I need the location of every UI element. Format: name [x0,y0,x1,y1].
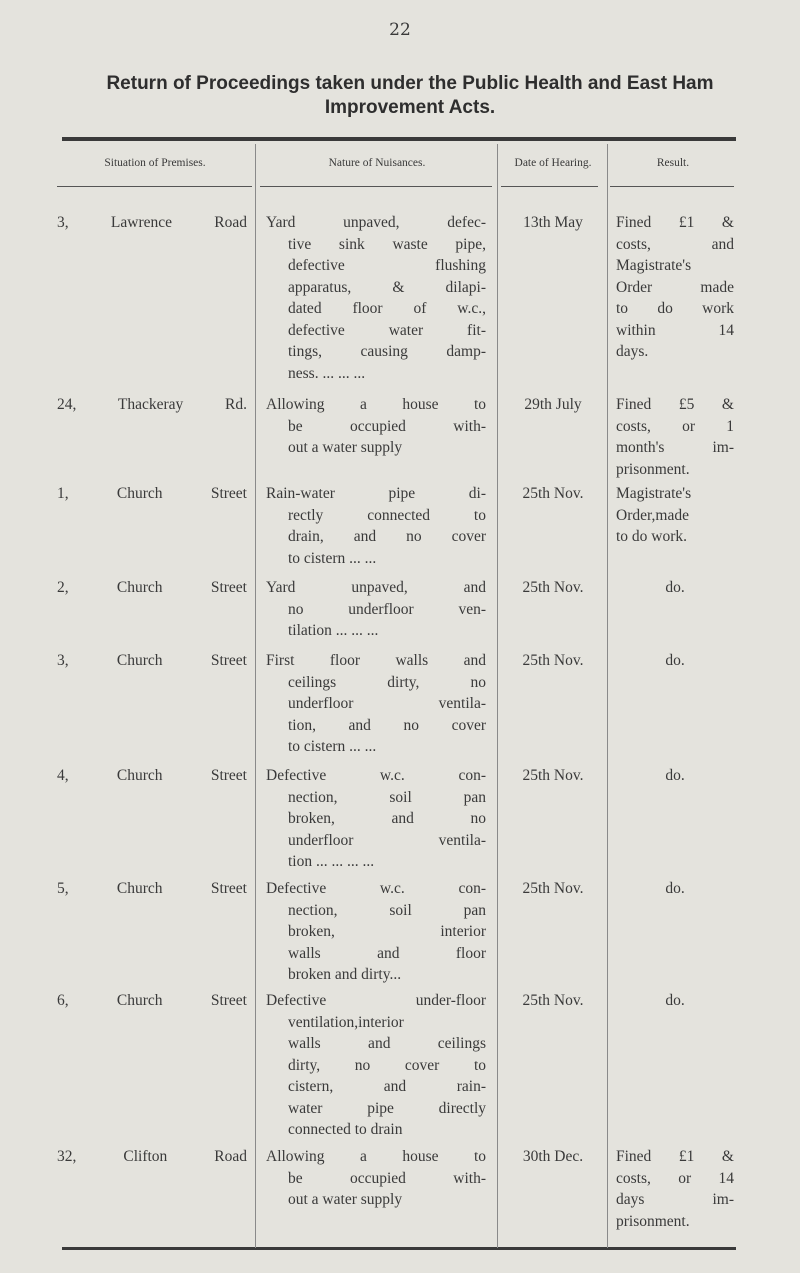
nature-line: nection, soil pan [288,901,486,919]
nature-cell [266,765,486,873]
nature-line: broken and dirty... [288,966,402,983]
result-line: prisonment. [616,460,690,478]
result-cell [612,765,734,787]
situation-cell [57,212,247,234]
date-text: 25th Nov. [522,992,584,1009]
result-line: month's im- [616,439,734,456]
nature-line: to cistern ... ... [288,549,377,567]
situation-text: 24, Thackeray Rd. [57,396,247,413]
nature-line: be occupied with- [288,417,486,435]
nature-line: underfloor ventila- [288,831,486,849]
nature-line: broken, and no [288,810,486,827]
column-divider [497,144,498,1248]
situation-text: 32, Clifton Road [57,1148,247,1165]
result-line: within 14 [616,321,734,339]
nature-line: ventilation,interior [288,1013,404,1031]
situation-cell [57,650,247,672]
situation-cell [57,765,247,787]
situation-text: 5, Church Street [57,880,247,897]
situation-text: 3, Lawrence Road [57,214,247,231]
nature-line: tilation ... ... ... [288,622,379,639]
situation-cell [57,990,247,1012]
nature-line: Yard unpaved, and [266,579,486,596]
result-cell [612,394,734,480]
result-line: prisonment. [616,1212,690,1230]
header-situation: Situation of Premises. [104,156,206,169]
result-cell [612,1146,734,1232]
result-line: Magistrate's [616,257,692,274]
result-cell [612,650,734,672]
date-cell [503,990,603,1012]
situation-cell [57,1146,247,1168]
date-text: 25th Nov. [522,652,584,669]
header-underline [260,186,492,187]
nature-line: ceilings dirty, no [288,673,486,691]
nature-line: underfloor ventila- [288,695,486,712]
column-divider [607,144,608,1248]
result-line: do. [665,880,685,897]
result-line: to do work [616,300,734,317]
nature-cell [266,1146,486,1211]
nature-cell [266,577,486,642]
date-text: 30th Dec. [522,1148,584,1165]
date-cell [503,577,603,599]
page-title: Return of Proceedings taken under the Public Health and East Ham Improvement Acts. [106,73,714,118]
nature-cell [266,990,486,1141]
date-cell [503,394,603,416]
nature-line: water pipe directly [288,1099,486,1117]
nature-line: tion ... ... ... ... [288,853,375,870]
situation-text: 2, Church Street [57,579,247,596]
nature-line: tings, causing damp- [288,343,486,360]
date-text: 25th Nov. [522,485,584,502]
result-line: costs, or 1 [616,417,734,435]
nature-line: to cistern ... ... [288,738,377,755]
result-line: Fined £5 & [616,396,734,413]
nature-line: broken, interior [288,923,486,940]
nature-line: Yard unpaved, defec- [266,214,486,231]
nature-cell [266,394,486,459]
situation-cell [57,394,247,416]
nature-line: rectly connected to [288,506,486,524]
result-line: days im- [616,1191,734,1208]
situation-text: 6, Church Street [57,992,247,1009]
column-divider [255,144,256,1248]
header-underline [501,186,598,187]
situation-cell [57,483,247,505]
nature-line: walls and ceilings [288,1035,486,1052]
nature-line: Rain-water pipe di- [266,485,486,502]
result-cell [612,212,734,363]
header-nature: Nature of Nuisances. [328,156,426,169]
nature-line: apparatus, & dilapi- [288,278,486,296]
page-number: 22 [389,20,411,40]
nature-line: First floor walls and [266,652,486,669]
nature-line: nection, soil pan [288,788,486,806]
nature-line: Defective w.c. con- [266,880,486,897]
nature-line: out a water supply [288,1191,403,1208]
nature-line: ness. ... ... ... [288,364,366,382]
date-cell [503,1146,603,1168]
result-line: Order made [616,278,734,296]
result-line: costs, and [616,235,734,253]
date-cell [503,212,603,234]
result-line: costs, or 14 [616,1169,734,1187]
nature-line: tive sink waste pipe, [288,235,486,253]
situation-text: 3, Church Street [57,652,247,669]
nature-line: defective water fit- [288,321,486,339]
date-text: 29th July [524,396,582,413]
nature-cell [266,650,486,758]
situation-cell [57,577,247,599]
date-text: 25th Nov. [522,880,584,897]
table-bottom-rule [62,1247,736,1250]
nature-line: Allowing a house to [266,1148,486,1165]
nature-line: tion, and no cover [288,716,486,734]
header-result: Result. [656,156,690,169]
date-text: 25th Nov. [522,767,584,784]
header-underline [57,186,252,187]
nature-line: out a water supply [288,439,403,456]
result-line: days. [616,343,649,360]
result-cell [612,483,734,548]
result-line: do. [665,767,685,784]
nature-line: no underfloor ven- [288,600,486,618]
date-text: 13th May [523,214,583,231]
nature-line: walls and floor [288,944,486,962]
header-date: Date of Hearing. [514,156,592,169]
result-line: to do work. [616,528,688,545]
nature-line: connected to drain [288,1121,403,1138]
nature-line: cistern, and rain- [288,1078,486,1095]
nature-line: Defective w.c. con- [266,767,486,784]
result-line: Order,made [616,506,689,524]
result-line: do. [665,652,685,669]
situation-text: 4, Church Street [57,767,247,784]
result-line: Fined £1 & [616,214,734,231]
nature-cell [266,878,486,986]
nature-line: Defective under-floor [266,992,486,1009]
situation-text: 1, Church Street [57,485,247,502]
date-cell [503,483,603,505]
nature-line: dated floor of w.c., [288,300,486,317]
nature-line: defective flushing [288,257,486,274]
nature-line: Allowing a house to [266,396,486,413]
result-line: Magistrate's [616,485,692,502]
date-cell [503,878,603,900]
result-cell [612,577,734,599]
result-line: do. [665,579,685,596]
nature-cell [266,483,486,569]
result-line: do. [665,992,685,1009]
nature-line: dirty, no cover to [288,1056,486,1074]
result-cell [612,990,734,1012]
nature-line: be occupied with- [288,1169,486,1187]
result-cell [612,878,734,900]
nature-line: drain, and no cover [288,528,486,545]
date-cell [503,765,603,787]
date-text: 25th Nov. [522,579,584,596]
nature-cell [266,212,486,384]
header-underline [610,186,734,187]
date-cell [503,650,603,672]
result-line: Fined £1 & [616,1148,734,1165]
situation-cell [57,878,247,900]
